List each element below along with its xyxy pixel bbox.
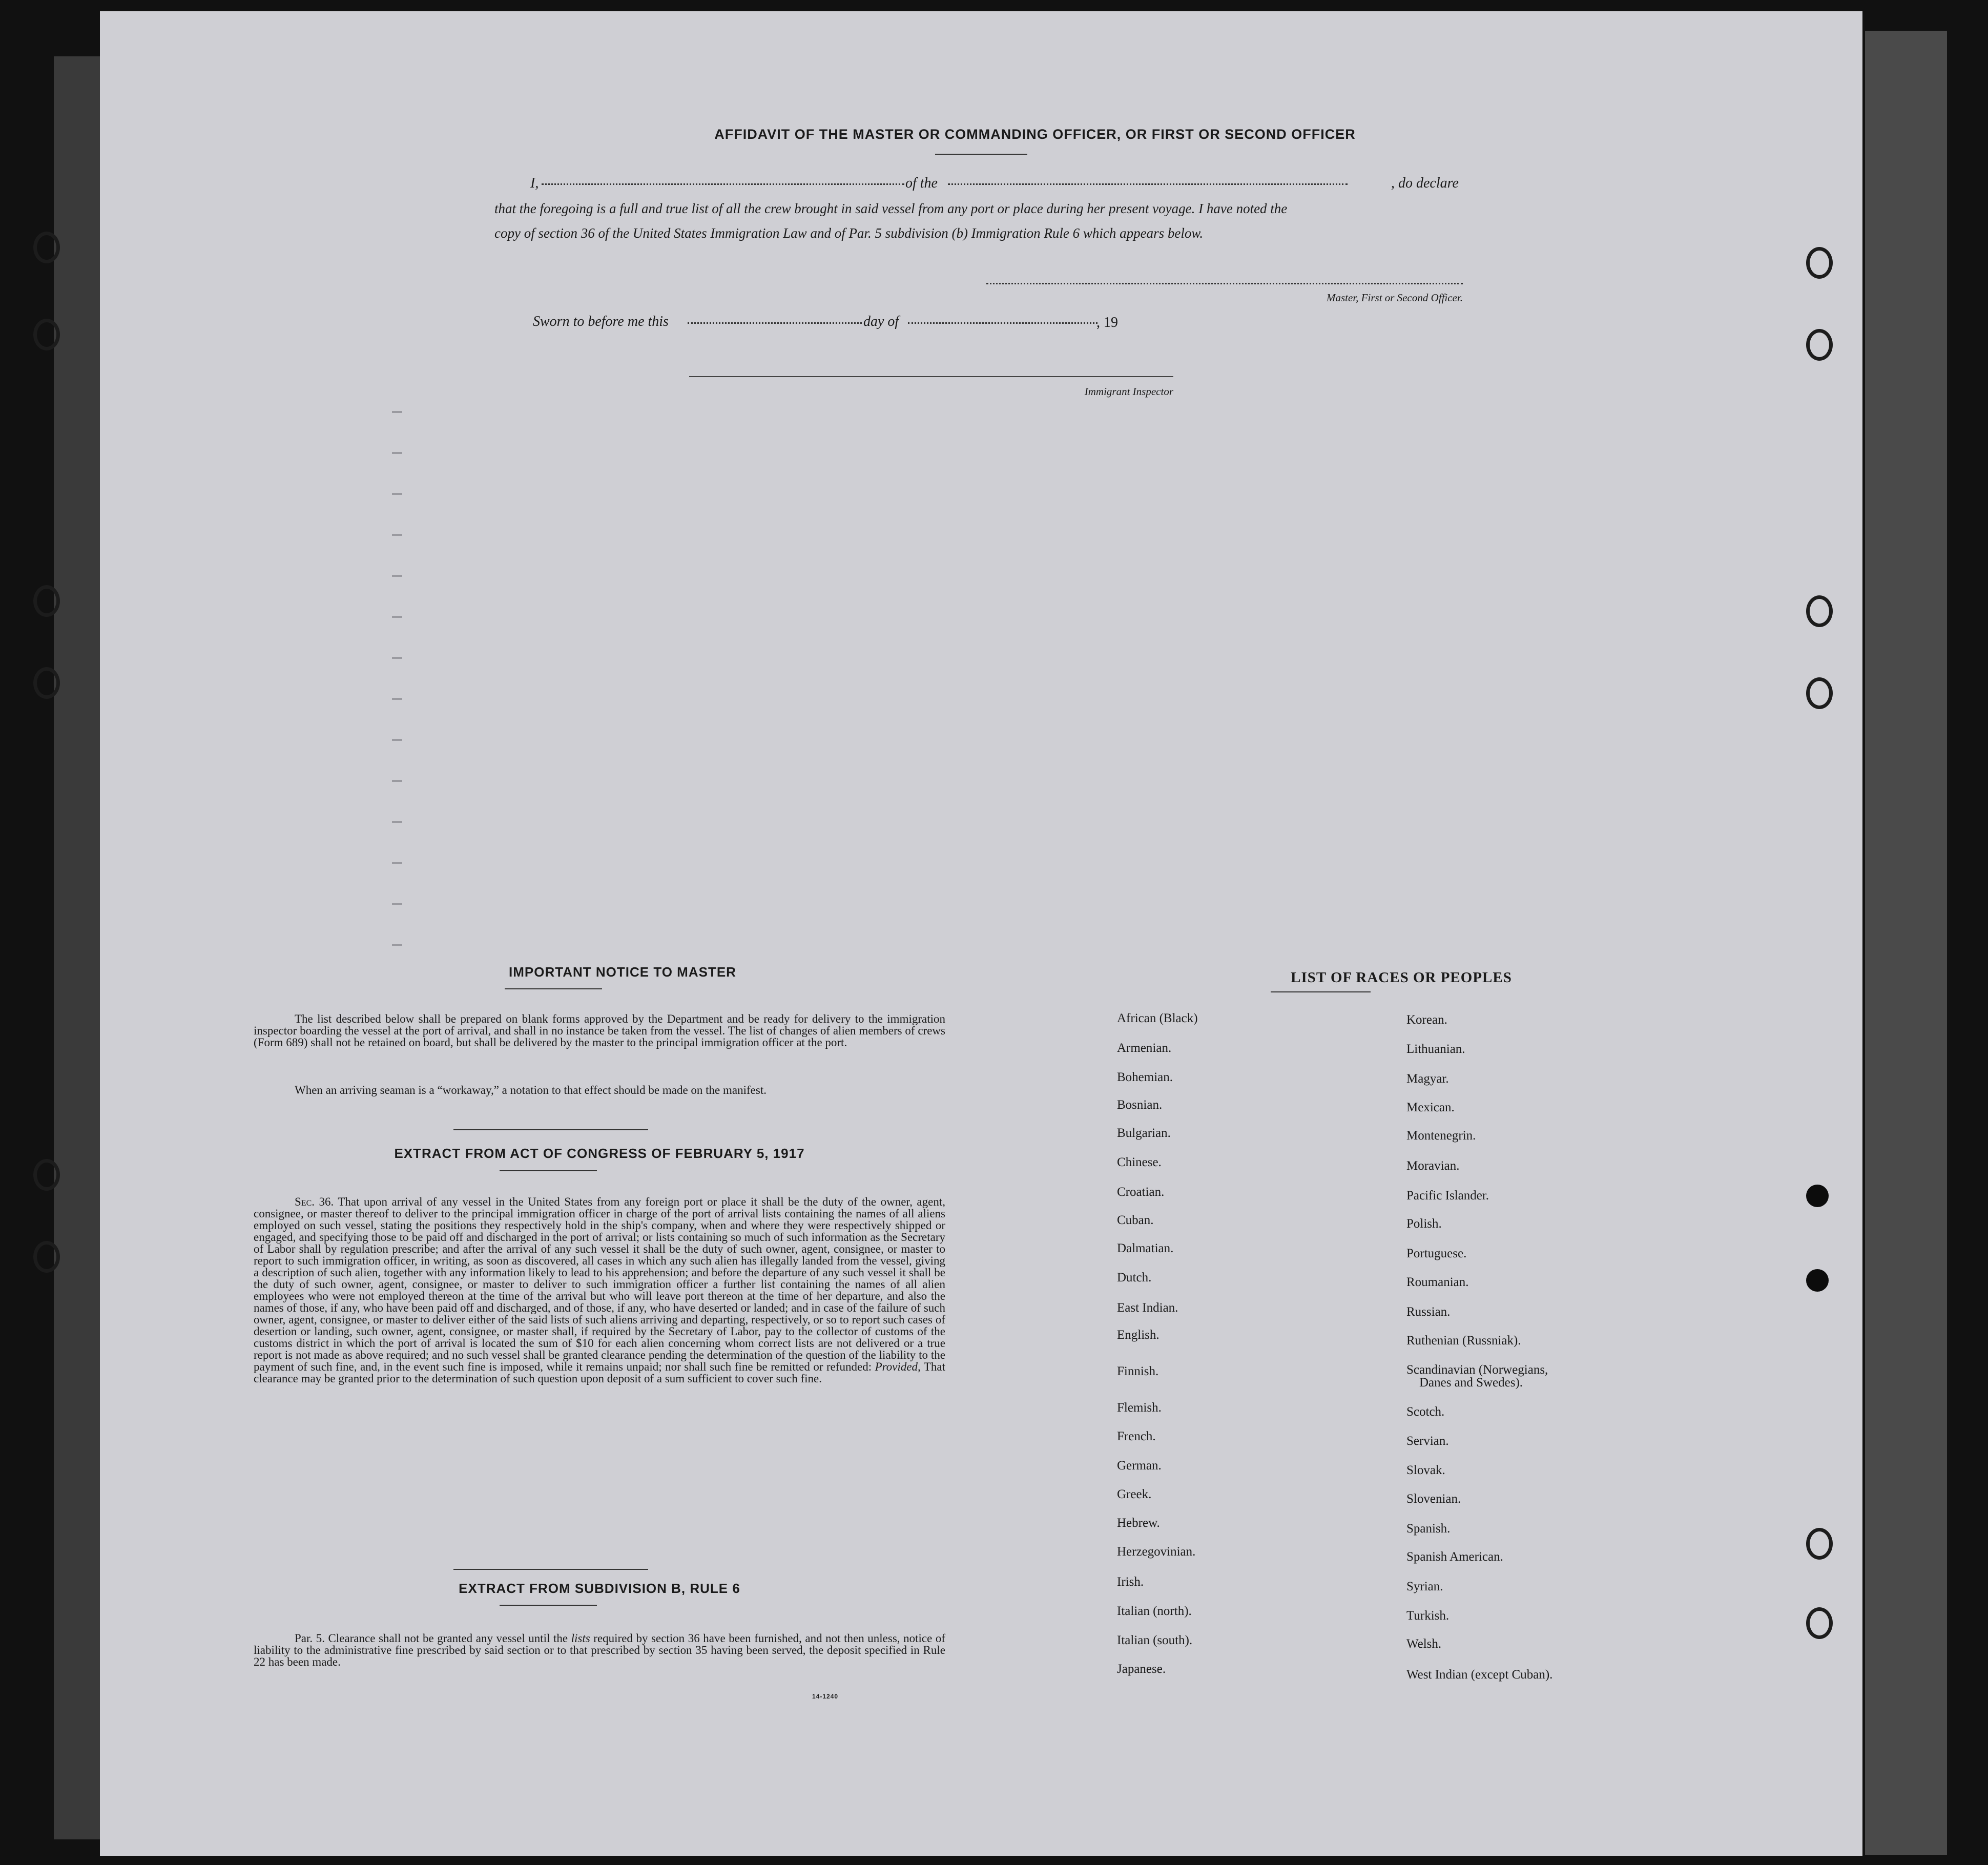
race-entry: Moravian. — [1406, 1159, 1460, 1173]
punch-hole — [1806, 1269, 1829, 1292]
punch-hole — [33, 232, 60, 263]
divider — [505, 988, 602, 989]
punch-hole — [1806, 1607, 1833, 1639]
race-entry: African (Black) — [1117, 1011, 1198, 1025]
race-entry: English. — [1117, 1328, 1159, 1342]
race-entry: Magyar. — [1406, 1072, 1449, 1086]
bleed-through-mark — [392, 534, 402, 536]
notice-title: IMPORTANT NOTICE TO MASTER — [509, 964, 736, 980]
race-entry: West Indian (except Cuban). — [1406, 1668, 1553, 1682]
lists-word: lists — [571, 1632, 590, 1645]
affidavit-declare: , do declare — [1391, 175, 1459, 191]
race-entry: Armenian. — [1117, 1041, 1172, 1055]
punch-hole — [1806, 1185, 1829, 1207]
race-entry: Italian (north). — [1117, 1604, 1192, 1618]
affidavit-title: AFFIDAVIT OF THE MASTER OR COMMANDING OFFICER, OR FIRST OR SECOND OFFICER — [714, 127, 1356, 142]
race-entry: Dalmatian. — [1117, 1241, 1174, 1255]
bleed-through-mark — [392, 821, 402, 823]
race-entry: Ruthenian (Russniak). — [1406, 1334, 1521, 1348]
punch-hole — [1806, 677, 1833, 709]
punch-hole — [33, 1159, 60, 1191]
rule-body-b: required by section 36 have been furnished, and not then unless, notice of liability to the administrative fine prescribed by said section or to that prescribed by section 35 having been served, the deposit specified in Rule 22 has been made. — [254, 1632, 946, 1668]
bleed-through-mark — [392, 657, 402, 659]
extract-rule-title: EXTRACT FROM SUBDIVISION B, RULE 6 — [459, 1581, 740, 1596]
races-title: LIST OF RACES OR PEOPLES — [1291, 969, 1512, 986]
race-entry: Polish. — [1406, 1217, 1442, 1231]
race-entry: Mexican. — [1406, 1101, 1455, 1114]
race-entry: Scandinavian (Norwegians, — [1406, 1363, 1548, 1377]
bleed-through-mark — [392, 616, 402, 618]
divider — [453, 1129, 648, 1130]
section-body-end: That clearance may be granted prior to the determination of such question upon deposit of a sum sufficient to cover such fine. — [254, 1360, 946, 1385]
par-label: Par. 5. — [295, 1632, 325, 1645]
race-entry: Irish. — [1117, 1575, 1144, 1589]
section-body: That upon arrival of any vessel in the United States from any foreign port or place it shall be the duty of the owner, agent, consignee, or master thereof to deliver to the principal immigration officer in charge of the port of arrival lists containing the names of all aliens employed on such vessel, stating the positions they respectively hold in the ship's company, when and where they were respectively shipped or engaged, and specifying those to be paid off and discharged in the port of arrival; or lists containing so much of such information as the Secretary of Labor shall by regulation prescribe; and after the arrival of any such vessel it shall be the duty of such owner, agent, consignee, or master to report to such immigration officer, in writing, as soon as discovered, all cases in which any such alien has illegally landed from the vessel, giving a description of such alien, together with any information likely to lead to his apprehension; and before the departure of any such vessel it shall be the duty of such owner, agent, consignee, or master to deliver to such immigration officer a further list containing the names of all alien employees who were not employed thereon at the time of the arrival but who will leave port thereon at the time of her departure, and also the names of those, if any, who have been paid off and discharged, and of those, if any, who have deserted or landed; and in case of the failure of such owner, agent, consignee, or master to deliver either of the said lists of such aliens arriving and departing, respectively, or so to report such cases of desertion or landing, such owner, agent, consignee, or master shall, if required by the Secretary of Labor, pay to the collector of customs of the customs district in which the port of arrival is located the sum of $10 for each alien concerning whom correct lists are not delivered or a true report is not made as above required; and no such vessel shall be granted clearance pending the determination of the question of the liability to the payment of such fine, and, in the event such fine is imposed, while it remains unpaid; nor shall such fine be remitted or refunded: — [254, 1195, 945, 1373]
punch-hole — [33, 1241, 60, 1273]
divider — [1271, 991, 1371, 992]
race-entry: Spanish. — [1406, 1522, 1451, 1536]
race-entry: Slovenian. — [1406, 1492, 1461, 1506]
race-entry: Syrian. — [1406, 1580, 1443, 1593]
race-entry-continued: Danes and Swedes). — [1419, 1376, 1523, 1390]
race-entry: Bulgarian. — [1117, 1126, 1171, 1140]
race-entry: Pacific Islander. — [1406, 1189, 1489, 1203]
bleed-through-mark — [392, 575, 402, 577]
race-entry: Servian. — [1406, 1434, 1449, 1448]
race-entry: Herzegovinian. — [1117, 1545, 1196, 1559]
affidavit-line-2: that the foregoing is a full and true list of all the crew brought in said vessel from any port or place during her present voyage. I have noted the — [494, 201, 1288, 216]
binder-left-edge — [54, 56, 105, 1839]
race-entry: Lithuanian. — [1406, 1042, 1465, 1056]
race-entry: Bohemian. — [1117, 1070, 1173, 1084]
section-label: Sec. 36. — [295, 1195, 334, 1208]
affidavit-i: I, — [530, 175, 539, 191]
race-entry: Roumanian. — [1406, 1275, 1469, 1289]
sworn-prefix: Sworn to before me this — [533, 314, 669, 329]
bleed-through-mark — [392, 944, 402, 946]
sworn-day-blank[interactable] — [688, 322, 862, 324]
affidavit-of-the: of the — [905, 175, 938, 191]
race-entry: Dutch. — [1117, 1271, 1152, 1284]
section-36-text — [254, 1196, 945, 1384]
race-entry: German. — [1117, 1459, 1162, 1473]
notice-paragraph-1: The list described below shall be prepared on blank forms approved by the Department and be ready for delivery to the immigration inspector boarding the vessel at the port of arrival, and shall in no instance be taken from the vessel. The list of changes of alien members of crews (Form 689) shall not be retained on board, but shall be delivered by the master to the principal immigration officer at the port. — [254, 1012, 945, 1049]
punch-hole — [33, 585, 60, 617]
divider — [500, 1170, 597, 1171]
punch-hole — [1806, 247, 1833, 279]
race-entry: Russian. — [1406, 1305, 1451, 1319]
punch-hole — [1806, 1528, 1833, 1560]
rule-6-text — [254, 1632, 945, 1668]
race-entry: French. — [1117, 1429, 1156, 1443]
divider — [935, 154, 1027, 155]
divider — [500, 1605, 597, 1606]
punch-hole — [33, 667, 60, 699]
race-entry: Croatian. — [1117, 1185, 1165, 1199]
race-entry: Portuguese. — [1406, 1247, 1467, 1260]
race-entry: Welsh. — [1406, 1637, 1442, 1651]
bleed-through-mark — [392, 698, 402, 700]
race-entry: Scotch. — [1406, 1405, 1445, 1419]
bleed-through-mark — [392, 452, 402, 454]
race-entry: Turkish. — [1406, 1609, 1449, 1623]
notice-paragraph-2: When an arriving seaman is a “workaway,” a notation to that effect should be made on the manifest. — [295, 1084, 767, 1096]
race-entry: Flemish. — [1117, 1401, 1162, 1415]
punch-hole — [1806, 329, 1833, 361]
form-number: 14-1240 — [812, 1693, 839, 1700]
bleed-through-mark — [392, 862, 402, 864]
race-entry: Slovak. — [1406, 1463, 1445, 1477]
bleed-through-mark — [392, 780, 402, 782]
race-entry: Cuban. — [1117, 1213, 1154, 1227]
extract-act-title: EXTRACT FROM ACT OF CONGRESS OF FEBRUARY 5, 1917 — [394, 1146, 805, 1161]
bleed-through-mark — [392, 739, 402, 741]
officer-signature-line[interactable] — [986, 283, 1463, 284]
name-blank[interactable] — [542, 183, 904, 185]
punch-hole — [33, 319, 60, 350]
vessel-blank[interactable] — [948, 183, 1348, 185]
document-page — [100, 11, 1862, 1856]
affidavit-line-3: copy of section 36 of the United States Immigration Law and of Par. 5 subdivision (b) Immigration Rule 6 which appears below. — [494, 225, 1204, 241]
race-entry: Italian (south). — [1117, 1633, 1193, 1647]
inspector-signature-line[interactable] — [689, 376, 1173, 377]
binder-right-edge — [1865, 31, 1947, 1855]
inspector-label: Immigrant Inspector — [1084, 385, 1173, 398]
sworn-year: , 19 — [1096, 315, 1118, 330]
sworn-day-of: day of — [863, 314, 899, 329]
bleed-through-mark — [392, 411, 402, 413]
race-entry: Hebrew. — [1117, 1516, 1160, 1530]
proviso-word: Provided, — [875, 1360, 921, 1373]
race-entry: Finnish. — [1117, 1364, 1159, 1378]
bleed-through-mark — [392, 493, 402, 495]
race-entry: Korean. — [1406, 1013, 1447, 1027]
race-entry: Montenegrin. — [1406, 1129, 1476, 1143]
bleed-through-mark — [392, 903, 402, 905]
race-entry: Spanish American. — [1406, 1550, 1503, 1564]
punch-hole — [1806, 595, 1833, 627]
divider — [453, 1569, 648, 1570]
race-entry: Japanese. — [1117, 1662, 1166, 1676]
sworn-month-blank[interactable] — [908, 322, 1097, 324]
race-entry: Bosnian. — [1117, 1098, 1163, 1112]
race-entry: East Indian. — [1117, 1301, 1178, 1315]
race-entry: Chinese. — [1117, 1155, 1162, 1169]
rule-body-a: Clearance shall not be granted any vessel until the — [328, 1632, 571, 1645]
officer-signature-label: Master, First or Second Officer. — [1327, 292, 1463, 304]
race-entry: Greek. — [1117, 1487, 1152, 1501]
